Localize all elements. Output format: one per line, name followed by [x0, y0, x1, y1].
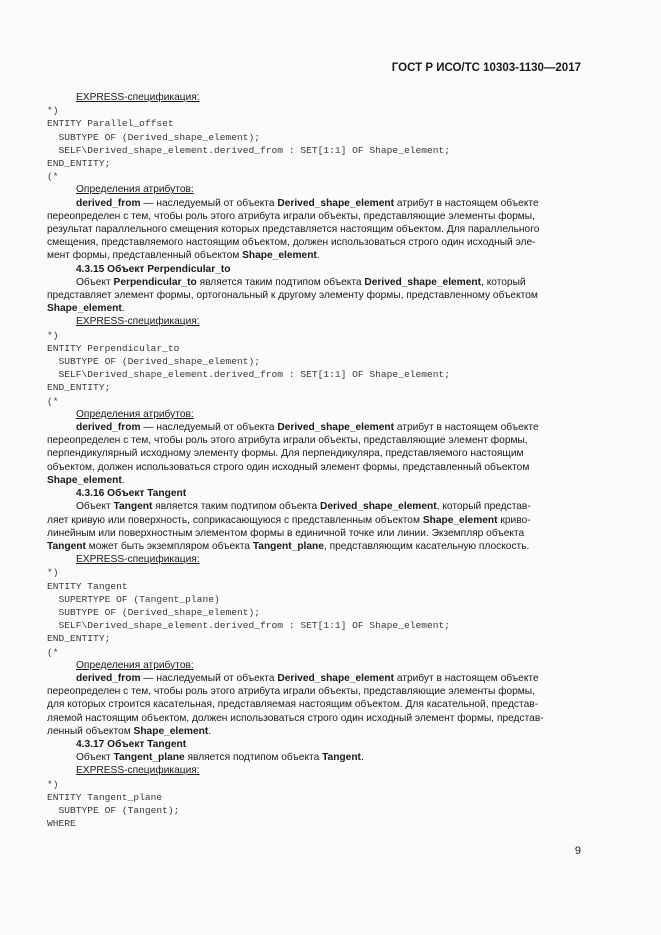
page-number: 9 [574, 845, 581, 857]
attr-definition: derived_from — наследуемый от объекта Derived_shape_element атрибут в настоящем объекте переопределен с тем, чтобы роль этого атрибута играли объекты, представляющие элемент формы, перпендикулярный исходному элементу формы. Для перпендикуляра, представляемого настоящим объектом, должен использоваться строго один исходный элемент формы, представленный объектом Shape_element. [47, 422, 539, 486]
attr-label: Определения атрибутов: [76, 184, 194, 196]
attr-label: Определения атрибутов: [76, 408, 194, 420]
section-intro: Объект Tangent является таким подтипом объекта Derived_shape_element, который представ- ляет кривую или поверхность, соприкасающуюся с представленным объектом Shape_element криво- линейным или поверхностным элементом формы в единичной точке или линии. Экземпляр объекта Tangent может быть экземпляром объекта Tangent_plane, представляющим касательную плоскость. [47, 501, 531, 552]
page-content [47, 91, 585, 830]
express-label: EXPRESS-спецификация: [76, 316, 200, 328]
express-code: *) ENTITY Perpendicular_to SUBTYPE OF (Derived_shape_element); SELF\Derived_shape_element.derived_from : SET[1:1] OF Shape_element; END_ENTITY; (* [47, 329, 451, 407]
section-heading: 4.3.15 Объект Perpendicular_to [76, 263, 231, 275]
express-label: EXPRESS-спецификация: [76, 765, 200, 777]
page-header: ГОСТ Р ИСО/ТС 10303-1130—2017 [391, 62, 581, 74]
attr-label: Определения атрибутов: [76, 659, 194, 671]
section-heading: 4.3.17 Объект Tangent [76, 738, 187, 750]
express-label: EXPRESS-спецификация: [76, 554, 200, 566]
express-label: EXPRESS-спецификация: [76, 92, 200, 103]
attr-definition: derived_from — наследуемый от объекта Derived_shape_element атрибут в настоящем объекте переопределен с тем, чтобы роль этого атрибута играли объекты, представляющие элементы формы, для которых строится касательная, представляемая настоящим объектом. Для касательной, представ- ляемой настоящим объектом, должен использоваться строго один исходный элемент формы, представ- ленный объектом Shape_element. [47, 672, 544, 737]
section-intro: Объект Tangent_plane является подтипом объекта Tangent. [76, 752, 364, 764]
express-code: *) ENTITY Tangent SUPERTYPE OF (Tangent_plane) SUBTYPE OF (Derived_shape_element); SELF\Derived_shape_element.derived_from : SET[1:1] OF Shape_element; END_ENTITY; (* [47, 567, 451, 658]
section-heading: 4.3.16 Объект Tangent [76, 488, 187, 500]
section-intro: Объект Perpendicular_to является таким подтипом объекта Derived_shape_element, который представляет элемент формы, ортогональный к другому элементу формы, представленному объектом Shape_element. [47, 276, 538, 315]
attr-definition: derived_from — наследуемый от объекта Derived_shape_element атрибут в настоящем объекте переопределен с тем, чтобы роль этого атрибута играли объекты, представляющие элементы формы, результат параллельного смещения которых представляется настоящим объектом. Для параллельного смещения, представляемого настоящим объектом, должен использоваться строго один исходный эле- мент формы, представленный объектом Shape_element. [47, 197, 540, 262]
express-code: *) ENTITY Parallel_offset SUBTYPE OF (Derived_shape_element); SELF\Derived_shape_element.derived_from : SET[1:1] OF Shape_element; END_ENTITY; (* [47, 105, 451, 183]
express-code: *) ENTITY Tangent_plane SUBTYPE OF (Tangent); WHERE [47, 778, 180, 830]
